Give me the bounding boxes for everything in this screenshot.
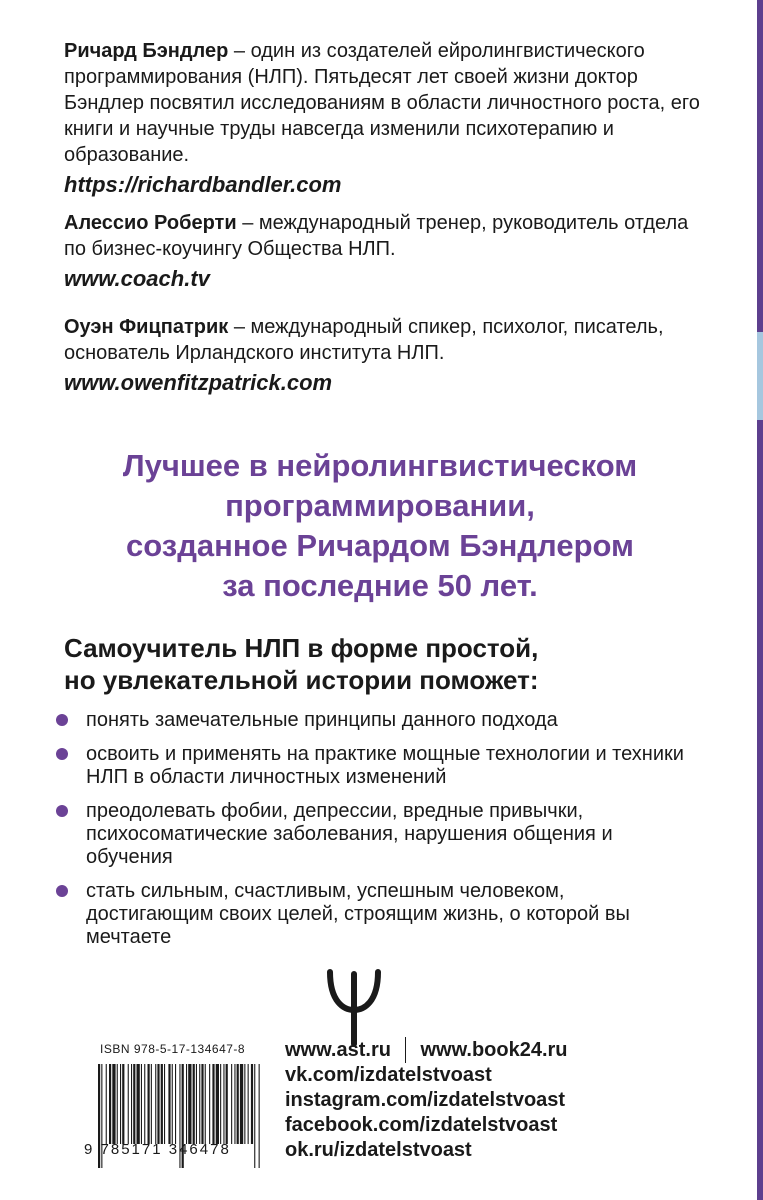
bullet-dot-icon bbox=[56, 714, 68, 726]
subheading-line: Самоучитель НЛП в форме простой, bbox=[64, 633, 539, 663]
facebook-link[interactable]: facebook.com/izdatelstvoast bbox=[285, 1114, 558, 1136]
author-website-link[interactable]: https://richardbandler.com bbox=[64, 172, 342, 197]
link-divider bbox=[405, 1037, 407, 1063]
author-name: Ричард Бэндлер bbox=[64, 40, 229, 62]
subheading-line: но увлекательной истории поможет: bbox=[64, 665, 539, 695]
list-item-text: понять замечательные принципы данного подхода bbox=[86, 709, 558, 731]
list-item-text: освоить и применять на практике мощные технологии и техники НЛП в области личностных изменений bbox=[86, 743, 684, 788]
ok-link[interactable]: ok.ru/izdatelstvoast bbox=[285, 1139, 472, 1161]
publisher-links bbox=[285, 1037, 568, 1163]
author-website-link[interactable]: www.coach.tv bbox=[64, 266, 210, 291]
author-description: – международный тренер, руководитель отдела по бизнес-коучингу Общества НЛП. bbox=[64, 212, 689, 260]
bullet-dot-icon bbox=[56, 748, 68, 760]
instagram-link[interactable]: instagram.com/izdatelstvoast bbox=[285, 1089, 566, 1111]
ast-website-link[interactable]: www.ast.ru bbox=[285, 1038, 391, 1061]
headline-line: Лучшее в нейролингвистическом bbox=[122, 448, 638, 483]
benefit-list bbox=[56, 709, 696, 960]
subheading bbox=[64, 632, 684, 696]
promo-headline bbox=[40, 446, 720, 606]
isbn-number: ISBN 978-5-17-134647-8 bbox=[100, 1042, 246, 1056]
author-name: Алессио Роберти bbox=[64, 212, 237, 234]
list-item bbox=[56, 709, 696, 732]
cover-edge-strip bbox=[757, 0, 763, 1200]
author-bio-bandler bbox=[64, 38, 704, 198]
headline-line: за последние 50 лет. bbox=[222, 568, 538, 603]
headline-line: созданное Ричардом Бэндлером bbox=[126, 528, 634, 563]
book24-website-link[interactable]: www.book24.ru bbox=[420, 1038, 568, 1061]
list-item-text: стать сильным, счастливым, успешным человеком, достигающим своих целей, строящим жизнь, о которой вы мечтаете bbox=[86, 880, 630, 948]
bullet-dot-icon bbox=[56, 885, 68, 897]
list-item bbox=[56, 880, 696, 949]
list-item bbox=[56, 743, 696, 789]
list-item-text: преодолевать фобии, депрессии, вредные привычки, психосоматические заболевания, нарушения общения и обучения bbox=[86, 800, 613, 868]
cover-edge-strip-accent bbox=[757, 332, 763, 420]
list-item bbox=[56, 800, 696, 869]
author-website-link[interactable]: www.owenfitzpatrick.com bbox=[64, 370, 333, 395]
headline-line: программировании, bbox=[225, 488, 535, 523]
author-description: – международный спикер, психолог, писатель, основатель Ирландского института НЛП. bbox=[64, 316, 664, 364]
bullet-dot-icon bbox=[56, 805, 68, 817]
author-name: Оуэн Фицпатрик bbox=[64, 316, 229, 338]
author-bio-fitzpatrick bbox=[64, 314, 704, 396]
author-description: – один из создателей ейролингвистического программирования (НЛП). Пятьдесят лет своей жизни доктор Бэндлер посвятил исследованиям в области личностного роста, его книги и научные труды навсегда изменили психотерапию и образование. bbox=[64, 40, 700, 166]
barcode-digits: 9 785171 346478 bbox=[84, 1141, 231, 1158]
psi-trident-icon bbox=[322, 968, 386, 1048]
vk-link[interactable]: vk.com/izdatelstvoast bbox=[285, 1064, 492, 1086]
author-bio-roberti bbox=[64, 210, 704, 292]
